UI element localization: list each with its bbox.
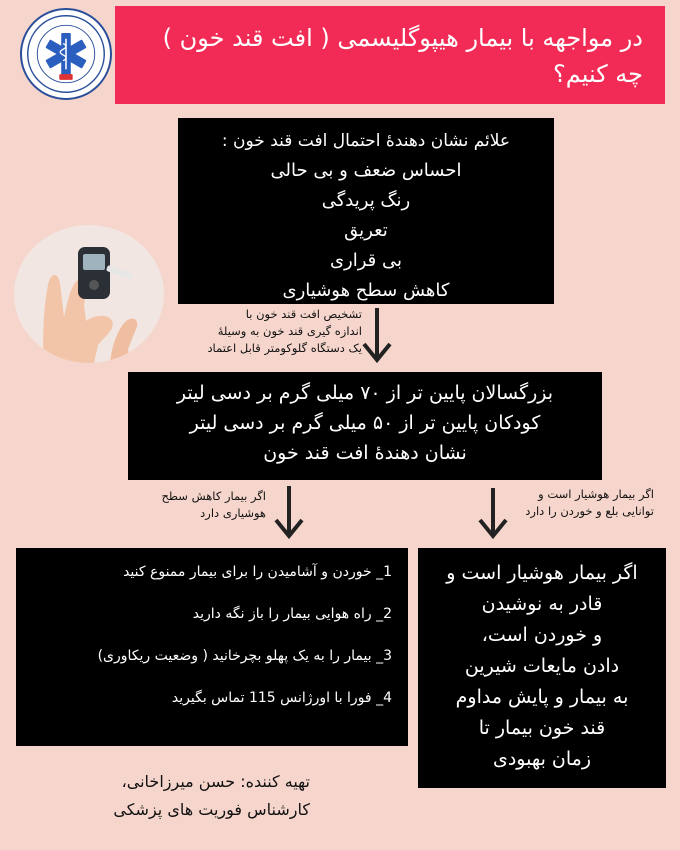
action-line: دادن مایعات شیرین	[464, 655, 620, 677]
action-line: قند خون بیمار تا	[478, 717, 606, 739]
threshold-line: کودکان پایین تر از ۵۰ میلی گرم بر دسی لیتر	[189, 412, 541, 434]
unconscious-branch-note	[130, 488, 266, 522]
action-line: اگر بیمار هوشیار است و	[446, 562, 638, 584]
step-number: 1_	[376, 564, 392, 580]
title-banner	[115, 6, 665, 104]
step-text: خوردن و آشامیدن را برای بیمار ممنوع کنید	[123, 564, 372, 580]
glucometer-icon	[14, 225, 164, 363]
arrow-down-icon	[360, 306, 394, 366]
step-item	[26, 562, 392, 604]
action-line: زمان بهبودی	[492, 748, 592, 770]
page-title-line2: چه کنیم؟	[553, 60, 643, 88]
author-credit	[40, 768, 310, 824]
symptom-item: بی قراری	[329, 250, 403, 271]
conscious-action-box	[418, 548, 666, 788]
symptom-item: تعریق	[344, 220, 388, 241]
symptom-item: کاهش سطح هوشیاری	[282, 280, 450, 301]
page-title: در مواجهه با بیمار هیپوگلیسمی ( افت قند خون )	[162, 24, 643, 52]
step-number: 3_	[376, 648, 392, 664]
branch-note-line: اگر بیمار هوشیار است و	[538, 487, 654, 501]
step-item	[26, 646, 392, 688]
glucometer-hand-image	[14, 225, 164, 363]
symptom-item: احساس ضعف و بی حالی	[270, 160, 462, 181]
step-item	[26, 604, 392, 646]
diagnosis-note	[148, 306, 362, 357]
diagnosis-note-line: تشخیص افت قند خون با	[245, 307, 362, 321]
branch-note-line: اگر بیمار کاهش سطح	[161, 489, 266, 503]
threshold-line: بزرگسالان پایین تر از ۷۰ میلی گرم بر دسی لیتر	[176, 382, 554, 404]
star-of-life-icon	[22, 10, 110, 98]
threshold-box	[128, 372, 602, 480]
branch-note-line: هوشیاری دارد	[200, 506, 266, 520]
author-name: تهیه کننده: حسن میرزاخانی،	[121, 772, 310, 791]
action-line: قادر به نوشیدن	[481, 593, 603, 615]
action-line: به بیمار و پایش مداوم	[455, 686, 629, 708]
step-text: راه هوایی بیمار را باز نگه دارید	[192, 606, 372, 622]
step-number: 2_	[376, 606, 392, 622]
step-item	[26, 688, 392, 730]
symptom-item: رنگ پریدگی	[321, 190, 411, 211]
symptoms-box	[178, 118, 554, 304]
action-line: و خوردن است،	[481, 624, 603, 646]
arrow-down-icon	[476, 486, 510, 542]
symptoms-heading: علائم نشان دهندهٔ احتمال افت قند خون :	[221, 131, 511, 151]
step-text: بیمار را به یک پهلو بچرخانید ( وضعیت ریکاوری)	[97, 648, 372, 664]
author-title: کارشناس فوریت های پزشکی	[113, 800, 310, 819]
arrow-down-icon	[272, 484, 306, 542]
diagnosis-note-line: یک دستگاه گلوکومتر قابل اعتماد	[207, 341, 362, 355]
conscious-branch-note	[492, 486, 654, 520]
branch-note-line: توانایی بلع و خوردن را دارد	[525, 504, 654, 518]
diagnosis-note-line: اندازه گیری قند خون به وسیلهٔ	[217, 324, 362, 338]
ems-logo	[20, 8, 112, 100]
threshold-line: نشان دهندهٔ افت قند خون	[263, 442, 467, 464]
step-text: فورا با اورژانس 115 تماس بگیرید	[171, 690, 372, 706]
step-number: 4_	[376, 690, 392, 706]
unconscious-steps-box	[16, 548, 408, 746]
